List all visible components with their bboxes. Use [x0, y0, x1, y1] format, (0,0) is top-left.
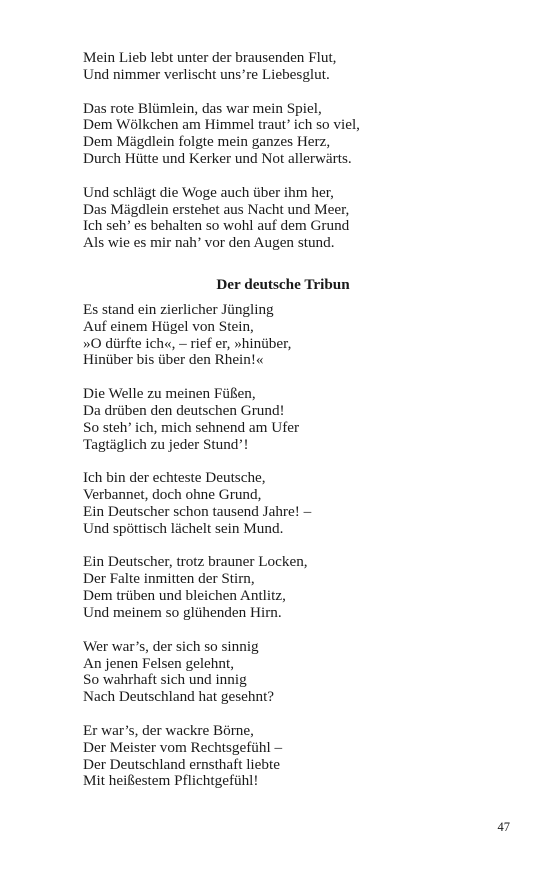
verse-line: Und spöttisch lächelt sein Mund.	[83, 519, 284, 537]
poem-der-deutsche-tribun	[83, 302, 483, 790]
verse-line: Nach Deutschland hat gesehnt?	[83, 688, 275, 706]
verse-line: Auf einem Hügel von Stein,	[83, 317, 254, 335]
verse-line: Wer war’s, der sich so sinnig	[83, 637, 259, 655]
poem-continuation	[83, 50, 483, 252]
stanza	[83, 302, 483, 369]
page-text-block	[83, 50, 483, 790]
poem-title-wrap	[83, 269, 483, 294]
verse-line: Durch Hütte und Kerker und Not allerwärts.	[83, 150, 352, 168]
stanza	[83, 386, 483, 453]
verse-line: Ich bin der echteste Deutsche,	[83, 469, 266, 487]
verse-line: Das Mägdlein erstehet aus Nacht und Meer,	[83, 200, 350, 218]
stanza	[83, 185, 483, 252]
verse-line: Ich seh’ es behalten so wohl auf dem Grund	[83, 217, 350, 235]
verse-line: Das rote Blümlein, das war mein Spiel,	[83, 99, 322, 117]
stanza	[83, 723, 483, 790]
verse-line: Und meinem so glühenden Hirn.	[83, 604, 282, 621]
page-number: 47	[497, 820, 510, 834]
verse-line: Hinüber bis über den Rhein!«	[83, 351, 264, 369]
verse-line: Tagtäglich zu jeder Stund’!	[83, 435, 249, 453]
verse-line: So steh’ ich, mich sehnend am Ufer	[83, 418, 300, 436]
stanza	[83, 554, 483, 621]
verse-line: Da drüben den deutschen Grund!	[83, 401, 285, 419]
verse-line: Ein Deutscher, trotz brauner Locken,	[83, 553, 308, 571]
verse-line: So wahrhaft sich und innig	[83, 671, 247, 689]
stanza	[83, 50, 483, 84]
verse-line: Dem trüben und bleichen Antlitz,	[83, 587, 286, 605]
verse-line: Und nimmer verlischt uns’re Liebesglut.	[83, 65, 330, 83]
verse-line: Mit heißestem Pflichtgefühl!	[83, 772, 259, 790]
stanza	[83, 101, 483, 168]
verse-line: An jenen Felsen gelehnt,	[83, 654, 234, 672]
verse-line: Verbannet, doch ohne Grund,	[83, 486, 262, 504]
verse-line: Es stand ein zierlicher Jüngling	[83, 300, 274, 318]
verse-line: Der Deutschland ernsthaft liebte	[83, 755, 280, 773]
poem-title: Der deutsche Tribun	[216, 275, 350, 293]
verse-line: Er war’s, der wackre Börne,	[83, 721, 254, 739]
stanza	[83, 639, 483, 706]
stanza	[83, 470, 483, 537]
verse-line: Ein Deutscher schon tausend Jahre! –	[83, 502, 312, 520]
verse-line: Und schlägt die Woge auch über ihm her,	[83, 183, 334, 201]
verse-line: »O dürfte ich«, – rief er, »hinüber,	[83, 334, 292, 352]
verse-line: Die Welle zu meinen Füßen,	[83, 385, 256, 403]
verse-line: Mein Lieb lebt unter der brausenden Flut,	[83, 49, 337, 66]
verse-line: Der Falte inmitten der Stirn,	[83, 570, 255, 588]
verse-line: Dem Mägdlein folgte mein ganzes Herz,	[83, 133, 331, 151]
verse-line: Der Meister vom Rechtsgefühl –	[83, 738, 283, 756]
verse-line: Dem Wölkchen am Himmel traut’ ich so viel,	[83, 116, 360, 134]
verse-line: Als wie es mir nah’ vor den Augen stund.	[83, 234, 335, 252]
